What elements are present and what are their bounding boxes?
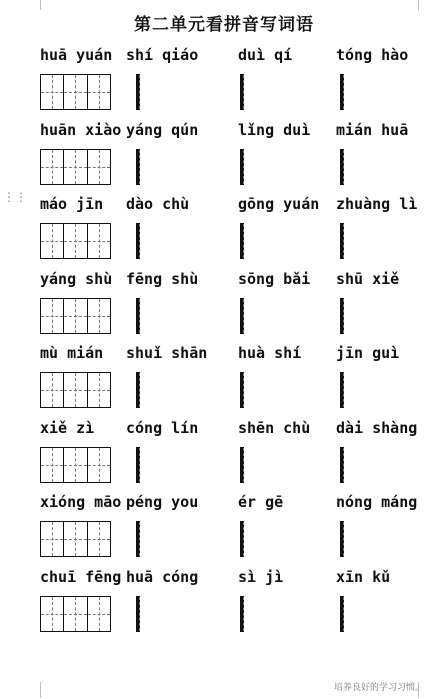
- word-item: shuǐ shān: [0, 344, 110, 408]
- writing-box[interactable]: [342, 447, 344, 483]
- writing-box[interactable]: [242, 223, 244, 259]
- writing-box[interactable]: [138, 149, 140, 185]
- writing-box[interactable]: [342, 223, 344, 259]
- pinyin-label: chuī fēng: [40, 567, 122, 586]
- writing-box[interactable]: [138, 447, 140, 483]
- writing-box[interactable]: [242, 149, 244, 185]
- word-item: zhuàng lì: [0, 195, 110, 259]
- writing-box[interactable]: [138, 596, 140, 632]
- writing-box[interactable]: [138, 74, 140, 110]
- writing-box[interactable]: [342, 149, 344, 185]
- footer-text: 培养良好的学习习惯。: [333, 683, 424, 693]
- writing-box[interactable]: [342, 74, 344, 110]
- writing-box[interactable]: [138, 372, 140, 408]
- writing-box[interactable]: [342, 372, 344, 408]
- word-item: fēng shù: [0, 270, 110, 334]
- word-item: jīn guì: [0, 344, 110, 408]
- writing-box[interactable]: [342, 596, 344, 632]
- pinyin-label: xióng māo: [40, 493, 122, 511]
- pinyin-label: huā yuán: [40, 46, 113, 64]
- word-item: shū xiě: [0, 270, 110, 334]
- word-item: ér gē: [0, 493, 110, 557]
- word-item: cóng lín: [0, 419, 110, 483]
- word-item: xīn kǔ: [0, 568, 110, 632]
- word-item: dài shàng: [0, 419, 110, 483]
- pinyin-label: xiě zì: [40, 418, 95, 437]
- word-item: sì jì: [0, 568, 110, 632]
- word-item: huà shí: [0, 344, 110, 408]
- word-item: mián huā: [0, 121, 110, 185]
- writing-box[interactable]: [242, 596, 244, 632]
- writing-box[interactable]: [242, 298, 244, 334]
- pinyin-label: huān xiào: [40, 120, 122, 139]
- writing-box[interactable]: [242, 372, 244, 408]
- worksheet-title: 第二单元看拼音写词语: [134, 15, 314, 35]
- pinyin-label: yáng shù: [40, 269, 113, 288]
- word-item: shēn chù: [0, 419, 110, 483]
- writing-box[interactable]: [242, 447, 244, 483]
- drag-handle-icon[interactable]: ⋮⋮: [3, 190, 27, 204]
- writing-box[interactable]: [138, 298, 140, 334]
- word-item: tóng hào: [0, 46, 110, 110]
- pinyin-label: máo jīn: [40, 195, 104, 213]
- word-item: dào chù: [0, 195, 110, 259]
- word-item: shí qiáo: [0, 46, 110, 110]
- writing-box[interactable]: [138, 223, 140, 259]
- word-item: yáng qún: [0, 121, 110, 185]
- writing-box[interactable]: [138, 521, 140, 557]
- writing-box[interactable]: [242, 521, 244, 557]
- word-item: gōng yuán: [0, 195, 110, 259]
- writing-box[interactable]: [342, 298, 344, 334]
- word-item: nóng máng: [0, 493, 110, 557]
- writing-box[interactable]: [242, 74, 244, 110]
- word-item: lǐng duì: [0, 121, 110, 185]
- word-item: huā cóng: [0, 568, 110, 632]
- word-item: péng you: [0, 493, 110, 557]
- word-item: sōng bǎi: [0, 270, 110, 334]
- word-item: duì qí: [0, 46, 110, 110]
- writing-box[interactable]: [342, 521, 344, 557]
- pinyin-label: mù mián: [40, 344, 104, 362]
